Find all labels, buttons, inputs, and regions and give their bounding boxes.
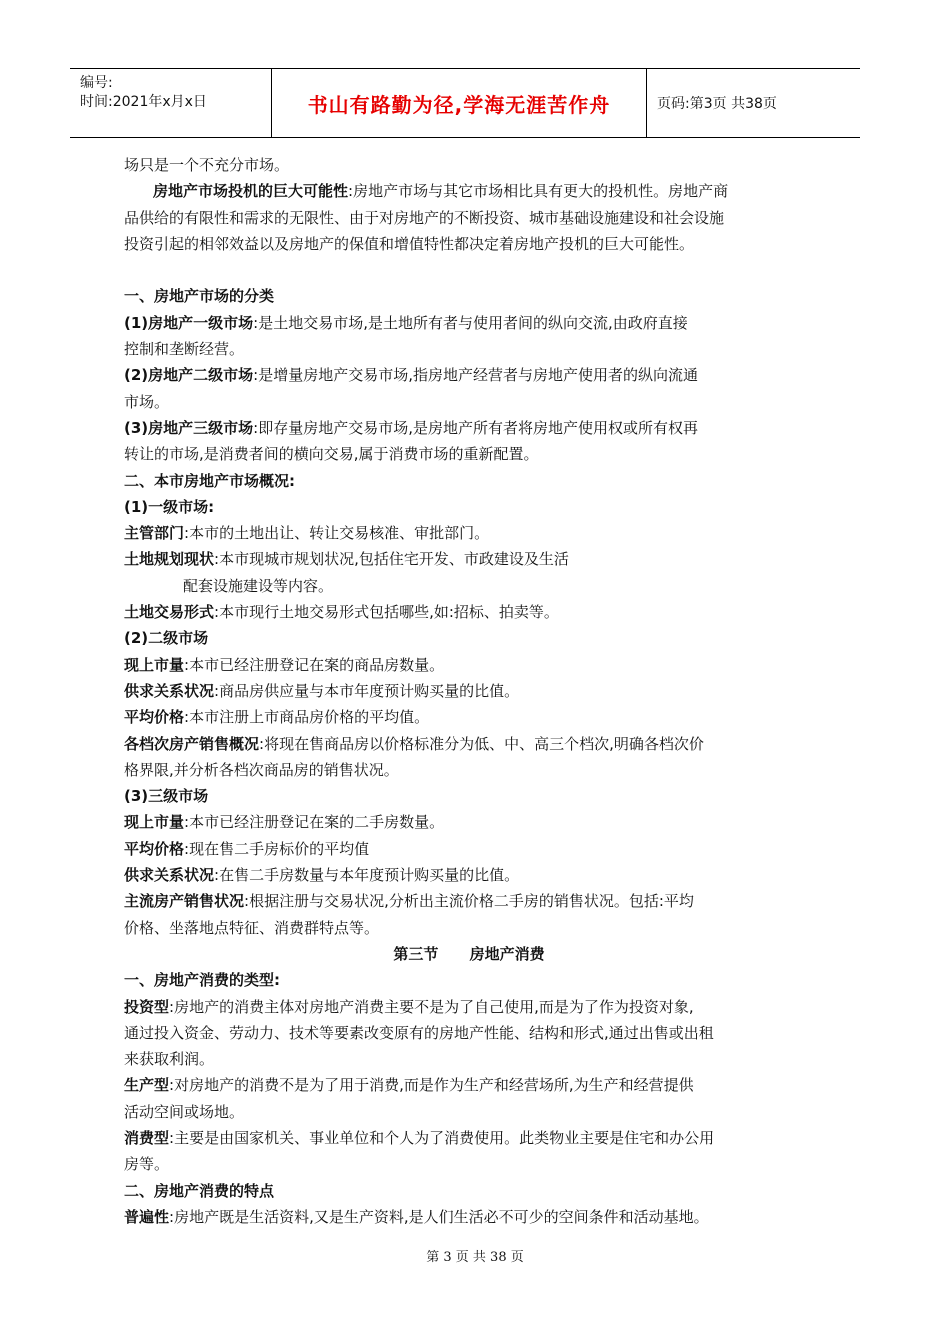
paragraph-line (124, 415, 814, 441)
subsection-heading: (1)一级市场: (124, 497, 215, 516)
subsection-heading: (3)三级市场 (124, 787, 209, 806)
paragraph-line (124, 888, 814, 914)
term: (3)房地产三级市场 (124, 418, 254, 437)
term: 土地规划现状 (124, 550, 215, 569)
paragraph-line: 场只是一个不充分市场。 (124, 156, 290, 174)
paragraph-line (124, 704, 814, 730)
term: 普遍性 (124, 1207, 170, 1226)
section-heading: 二、本市房地产市场概况: (124, 471, 295, 490)
term: 现上市量 (124, 813, 185, 832)
document-body (124, 152, 814, 1230)
definition: :本市现城市规划状况,包括住宅开发、市政建设及生活 (214, 550, 569, 569)
term: 平均价格 (124, 708, 185, 727)
subsection-heading: (2)二级市场 (124, 629, 209, 648)
paragraph-line (124, 731, 814, 757)
term: (2)房地产二级市场 (124, 366, 254, 385)
paragraph-line: 配套设施建设等内容。 (183, 576, 334, 595)
paragraph-line: 市场。 (124, 392, 170, 411)
paragraph-line: 控制和垄断经营。 (124, 340, 245, 359)
term: 房地产市场投机的巨大可能性 (153, 182, 349, 201)
paragraph-line (124, 546, 814, 572)
term: 土地交易形式 (124, 603, 215, 622)
paragraph-line (124, 520, 814, 546)
definition: :是土地交易市场,是土地所有者与使用者间的纵向交流,由政府直接 (253, 313, 688, 332)
paragraph-line (124, 1072, 814, 1098)
definition: :本市已经注册登记在案的二手房数量。 (184, 813, 445, 832)
number-label: 编号: (80, 75, 113, 91)
paragraph-line (124, 862, 814, 888)
definition: :现在售二手房标价的平均值 (184, 839, 370, 858)
paragraph-line (124, 362, 814, 388)
paragraph-line (124, 1125, 814, 1151)
definition: :商品房供应量与本市年度预计购买量的比值。 (214, 681, 520, 700)
paragraph-line (124, 1204, 814, 1230)
term: 平均价格 (124, 839, 185, 858)
definition: :在售二手房数量与本年度预计购买量的比值。 (214, 866, 520, 885)
definition: :将现在售商品房以价格标准分为低、中、高三个档次,明确各档次价 (259, 734, 704, 753)
paragraph-line: 通过投入资金、劳动力、技术等要素改变原有的房地产性能、结构和形式,通过出售或出租 (124, 1023, 714, 1042)
paragraph-line: 转让的市场,是消费者间的横向交易,属于消费市场的重新配置。 (124, 445, 539, 464)
definition: :对房地产的消费不是为了用于消费,而是作为生产和经营场所,为生产和经营提供 (169, 1076, 694, 1095)
definition: :是增量房地产交易市场,指房地产经营者与房地产使用者的纵向流通 (253, 366, 698, 385)
section-heading: 二、房地产消费的特点 (124, 1181, 275, 1200)
term: 消费型 (124, 1128, 170, 1147)
term: (1)房地产一级市场 (124, 313, 254, 332)
time-label: 时间:2021年x月x日 (80, 94, 207, 110)
term: 主管部门 (124, 524, 185, 543)
paragraph-line (124, 178, 814, 204)
motto: 书山有路勤为径,学海无涯苦作舟 (307, 92, 611, 117)
paragraph-line (124, 678, 814, 704)
chapter-section-title: 第三节 房地产消费 (393, 944, 545, 963)
definition: :本市注册上市商品房价格的平均值。 (184, 708, 430, 727)
definition: :房地产的消费主体对房地产消费主要不是为了自己使用,而是为了作为投资对象, (169, 997, 694, 1016)
definition: :主要是由国家机关、事业单位和个人为了消费使用。此类物业主要是住宅和办公用 (169, 1128, 715, 1147)
definition: :本市已经注册登记在案的商品房数量。 (184, 655, 445, 674)
definition: :房地产市场与其它市场相比具有更大的投机性。房地产商 (348, 182, 729, 201)
definition: :根据注册与交易状况,分析出主流价格二手房的销售状况。包括:平均 (244, 892, 694, 911)
term: 投资型 (124, 997, 170, 1016)
term: 生产型 (124, 1076, 170, 1095)
section-heading: 一、房地产消费的类型: (124, 971, 280, 990)
paragraph-line: 房等。 (124, 1155, 170, 1174)
paragraph-line: 来获取利润。 (124, 1050, 215, 1069)
definition: :房地产既是生活资料,又是生产资料,是人们生活必不可少的空间条件和活动基地。 (169, 1207, 709, 1226)
term: 各档次房产销售概况 (124, 734, 260, 753)
term: 供求关系状况 (124, 681, 215, 700)
term: 主流房产销售状况 (124, 892, 245, 911)
paragraph-line (124, 310, 814, 336)
page-footer: 第 3 页 共 38 页 (426, 1250, 524, 1265)
term: 供求关系状况 (124, 866, 215, 885)
section-heading: 一、房地产市场的分类 (124, 287, 275, 306)
paragraph-line: 格界限,并分析各档次商品房的销售状况。 (124, 760, 399, 779)
definition: :本市现行土地交易形式包括哪些,如:招标、拍卖等。 (214, 603, 559, 622)
paragraph-line (124, 836, 814, 862)
header-page-cell (647, 69, 860, 137)
term: 现上市量 (124, 655, 185, 674)
paragraph-line: 投资引起的相邻效益以及房地产的保值和增值特性都决定着房地产投机的巨大可能性。 (124, 234, 695, 253)
paragraph-line: 品供给的有限性和需求的无限性、由于对房地产的不断投资、城市基础设施建设和社会设施 (124, 208, 725, 227)
paragraph-line (124, 599, 814, 625)
blank-line (124, 257, 814, 283)
paragraph-line (124, 809, 814, 835)
paragraph-line (124, 994, 814, 1020)
page-info: 页码:第3页 共38页 (657, 96, 777, 112)
header-motto-cell (272, 69, 647, 137)
definition: :即存量房地产交易市场,是房地产所有者将房地产使用权或所有权再 (253, 418, 698, 437)
definition: :本市的土地出让、转让交易核准、审批部门。 (184, 524, 490, 543)
document-header (70, 68, 860, 138)
header-left-cell (70, 69, 272, 137)
paragraph-line: 价格、坐落地点特征、消费群特点等。 (124, 918, 380, 937)
paragraph-line: 活动空间或场地。 (124, 1102, 245, 1121)
paragraph-line (124, 652, 814, 678)
